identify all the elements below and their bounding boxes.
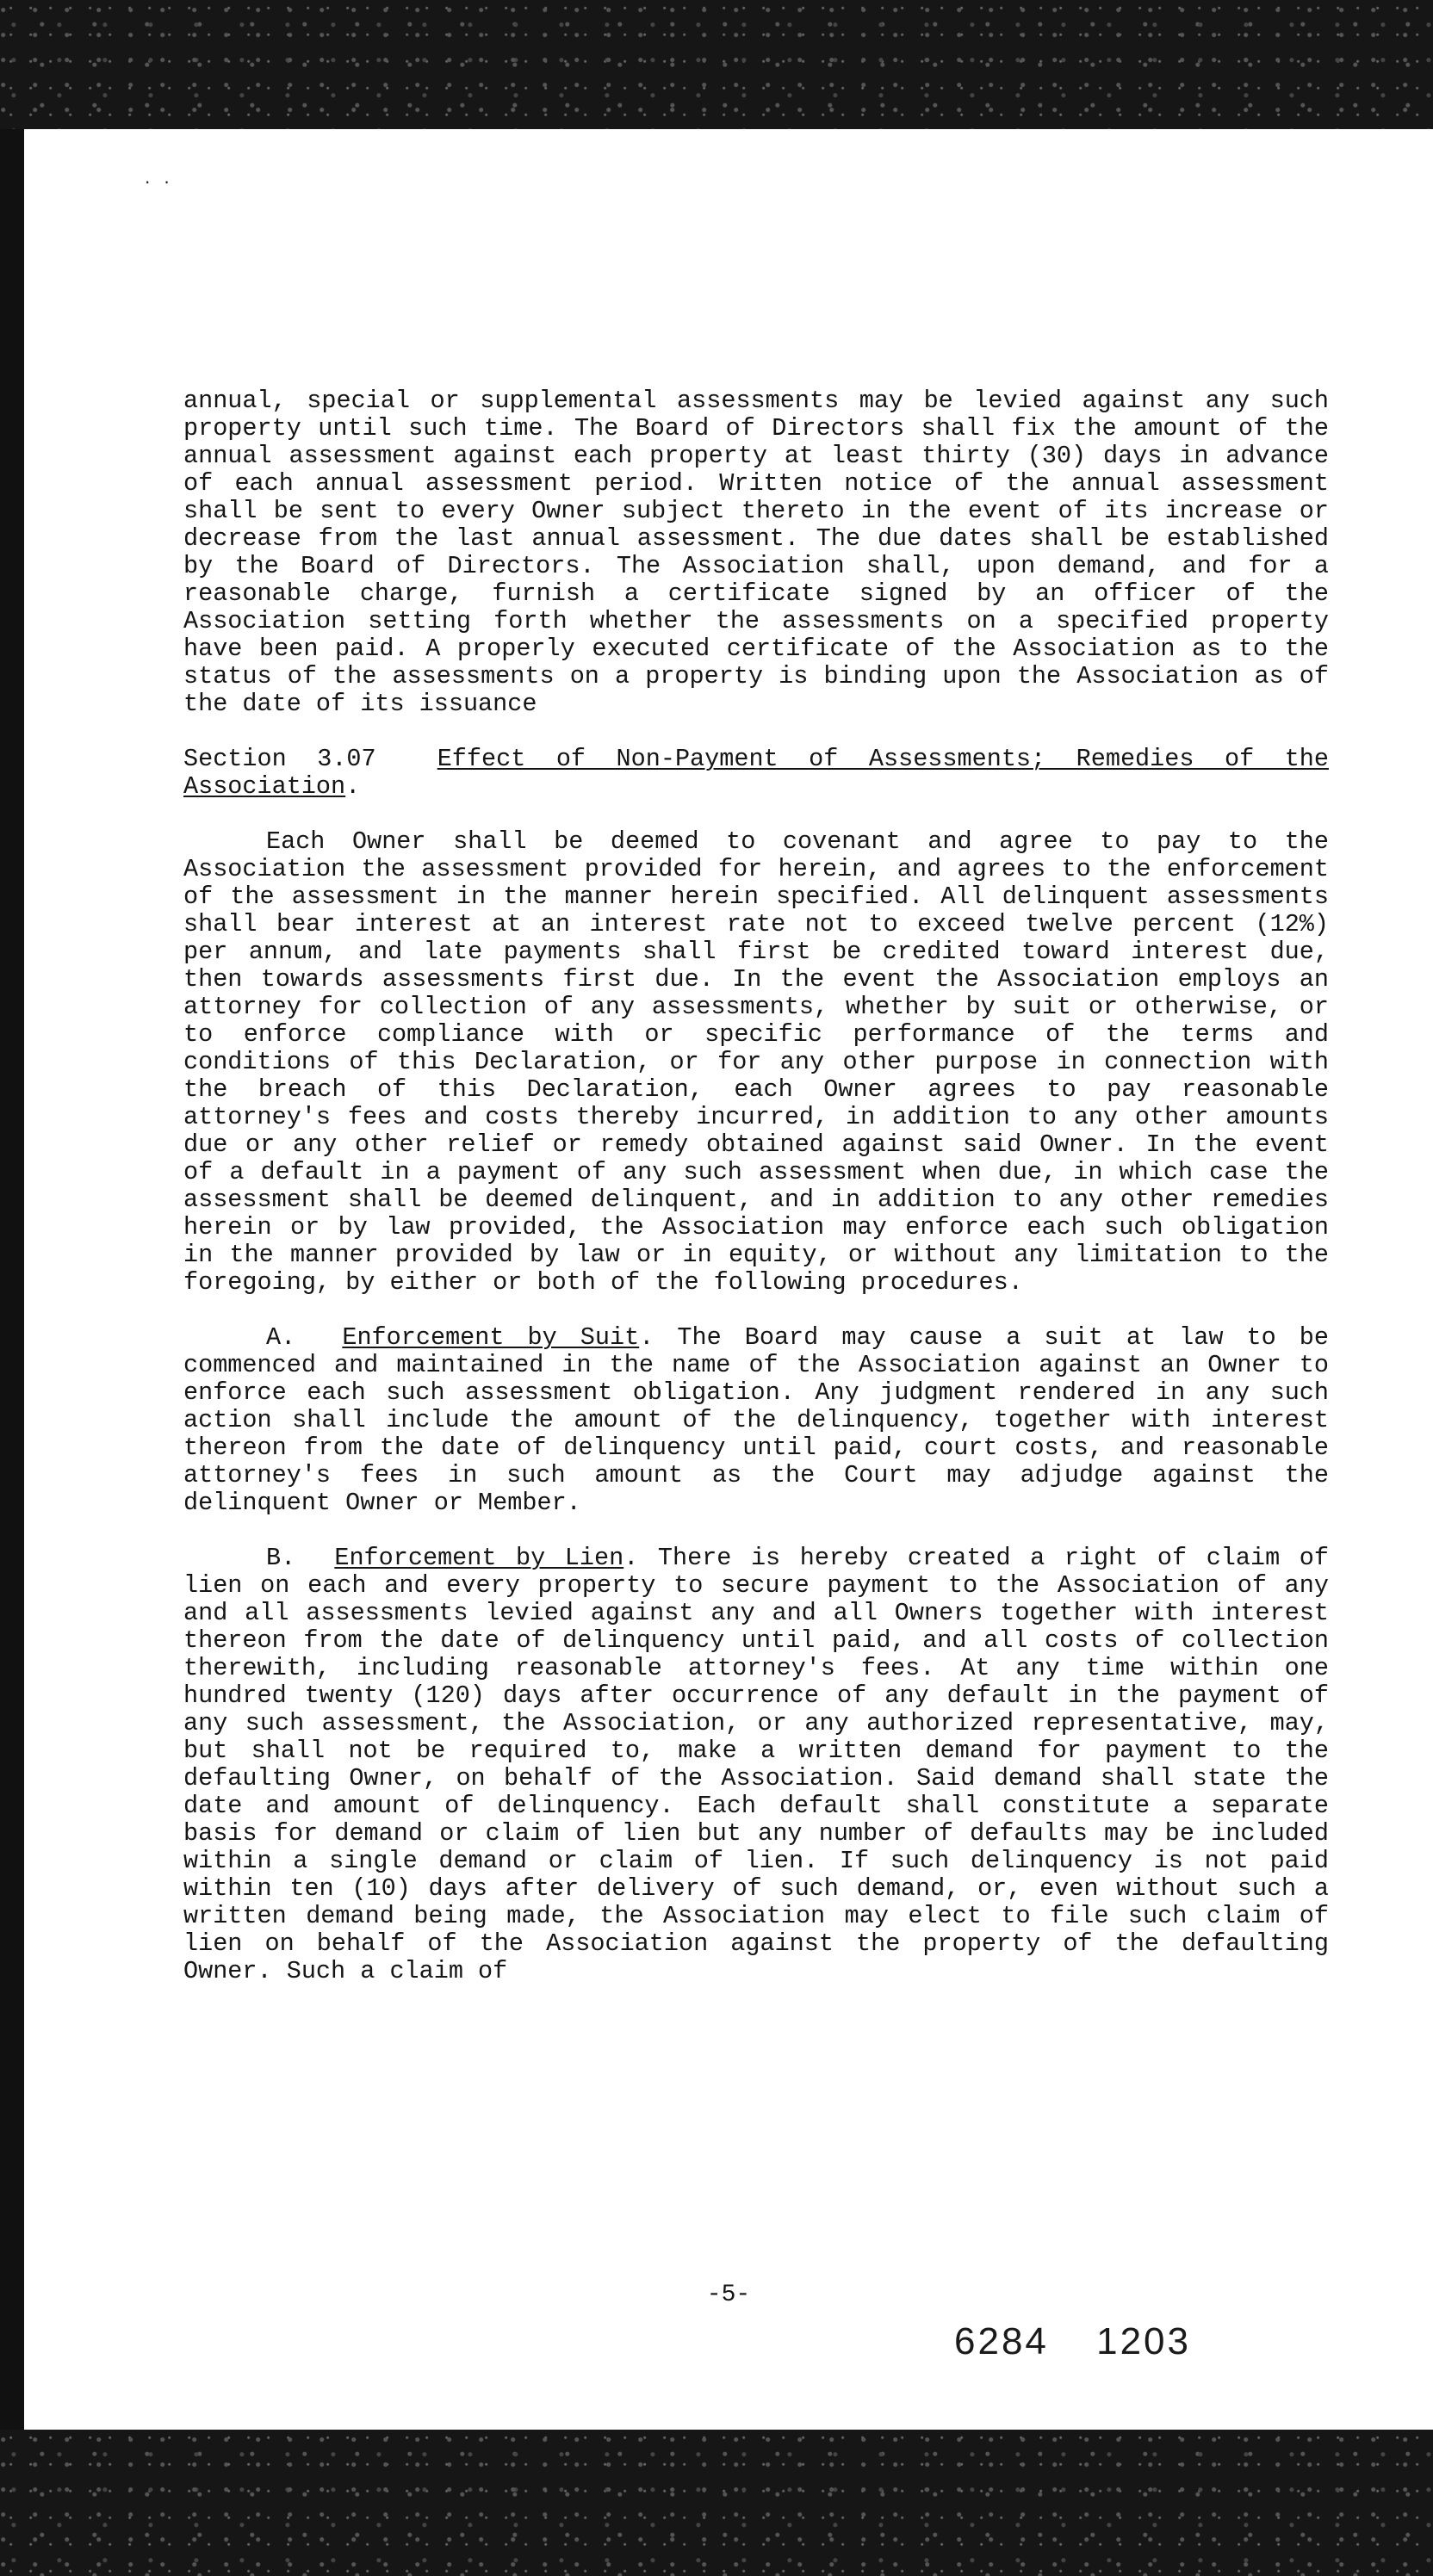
- paragraph-covenant: Each Owner shall be deemed to covenant and agree to pay to the Association the assessment provided for herein, and agrees to the enforcement of the assessment in the manner herein specified. All delinquent assessments shall bear interest at an interest rate not to exceed twelve percent (12%) per annum, and late payments shall first be credited toward interest due, then towards assessments first due. In the event the Association employs an attorney for collection of any assessments, whether by suit or otherwise, or to enforce compliance with or specific performance of the terms and conditions of this Declaration, or for any other purpose in connection with the breach of this Declaration, each Owner agrees to pay reasonable attorney's fees and costs thereby incurred, in addition to any other amounts due or any other relief or remedy obtained against said Owner. In the event of a default in a payment of any such assessment when due, in which case the assessment shall be deemed delinquent, and in addition to any other remedies herein or by law provided, the Association may enforce each such obligation in the manner provided by law or in equity, or without any limitation to the foregoing, by either or both of the following procedures.: [183, 827, 1329, 1297]
- subsection-a-label: A.: [266, 1323, 296, 1352]
- scan-specks: ·​·: [145, 172, 183, 193]
- scan-border-top: [0, 0, 1433, 129]
- page-number: -5-: [706, 2282, 751, 2308]
- subsection-b-text: . There is hereby created a right of claim of lien on each and every property to secure payment to the Association of any and all assessments levied against any and all Owners together with interest thereon from the date of delinquency until paid, and all costs of collection therewith, including reasonable attorney's fees. At any time within one hundred twenty (120) days after occurrence of any default in the payment of any such assessment, the Association, or any authorized representative, may, but shall not be required to, make a written demand for payment to the defaulting Owner, on behalf of the Association. Said demand shall state the date and amount of delinquency. Each default shall constitute a separate basis for demand or claim of lien but any number of defaults may be included within a single demand or claim of lien. If such delinquency is not paid within ten (10) days after delivery of such demand, or, even without such a written demand being made, the Association may elect to file such claim of lien on behalf of the Association against the property of the defaulting Owner. Such a claim of: [183, 1544, 1329, 1985]
- document-body: [183, 387, 1329, 2013]
- scan-border-bottom: [0, 2430, 1433, 2576]
- section-heading: [183, 746, 1329, 801]
- subsection-a-title: Enforcement by Suit: [342, 1323, 640, 1352]
- subsection-b-title: Enforcement by Lien: [334, 1544, 624, 1572]
- subsection-enforcement-by-suit: [183, 1324, 1329, 1517]
- document-page: [24, 129, 1433, 2437]
- book-page-stamp: 6284 1203: [954, 2320, 1191, 2362]
- paragraph-assessment-notice: annual, special or supplemental assessments may be levied against any such property until such time. The Board of Directors shall fix the amount of the annual assessment against each property at least thirty (30) days in advance of each annual assessment period. Written notice of the annual assessment shall be sent to every Owner subject thereto in the event of its increase or decrease from the last annual assessment. The due dates shall be established by the Board of Directors. The Association shall, upon demand, and for a reasonable charge, furnish a certificate signed by an officer of the Association setting forth whether the assessments on a specified property have been paid. A properly executed certificate of the Association as to the status of the assessments on a property is binding upon the Association as of the date of its issuance: [183, 387, 1329, 718]
- section-label: Section 3.07: [183, 745, 376, 773]
- section-title: Effect of Non-Payment of Assessments; Remedies of the Association: [183, 745, 1330, 801]
- subsection-a-text: . The Board may cause a suit at law to be commenced and maintained in the name of the Association against an Owner to enforce each such assessment obligation. Any judgment rendered in any such action shall include the amount of the delinquency, together with interest thereon from the date of delinquency until paid, court costs, and reasonable attorney's fees in such amount as the Court may adjudge against the delinquent Owner or Member.: [183, 1323, 1329, 1517]
- subsection-enforcement-by-lien: [183, 1545, 1329, 1985]
- section-title-end: .: [345, 772, 361, 801]
- subsection-b-label: B.: [266, 1544, 296, 1572]
